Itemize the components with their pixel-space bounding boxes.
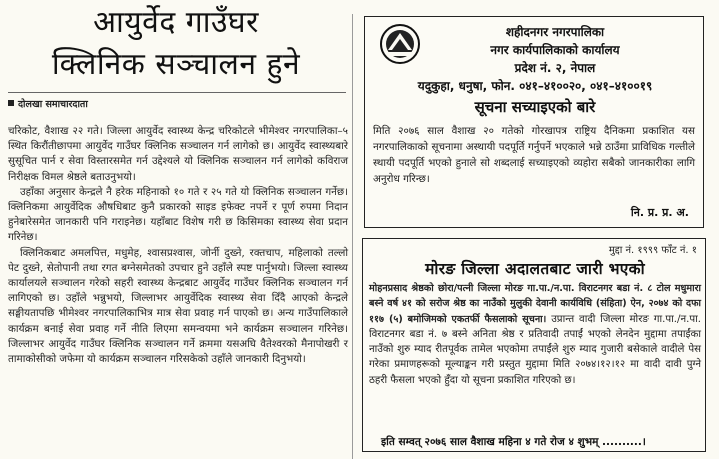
bullet-icon	[8, 100, 14, 106]
notice-title: सूचना सच्याइएको बारे	[474, 98, 596, 116]
article-paragraph-1: चरिकोट, वैशाख २२ गते। जिल्ला आयुर्वेद स्वास्थ्य केन्द्र चरिकोटले भीमेश्वर नगरपालिका–५ स्थित किरौंतीछापमा आयुर्वेद गाउँघर क्लिनिक सञ्चालन गर्न लागेको छ। आयुर्वेद स्वास्थ्यबारे सुसूचित पार्न र सेवा विस्तारसमेत गर्न उद्देश्यले यो क्लिनिक सञ्चालन गर्न लागेको कविराज निरीक्षक विमल श्रेष्ठले बताउनुभयो।	[8, 125, 348, 183]
court-notice	[362, 238, 706, 452]
province-line: प्रदेश नं. २, नेपाल	[514, 61, 596, 75]
court-notice-date: इति सम्वत् २०७६ साल वैशाख महिना ४ गते रोज ४ शुभम् ..........।	[381, 436, 646, 448]
article-headline-line1: आयुर्वेद गाउँघर	[93, 5, 259, 40]
column-divider	[352, 14, 353, 459]
org-name: शहीदनगर नगरपालिका	[505, 25, 605, 39]
court-notice-intro: मोहनप्रसाद श्रेष्ठको छोरा/पत्नी जिल्ला मोरङ गा.पा./न.पा. विराटनगर बडा नं. ८ टोल मधुमारा बस्ने वर्ष ४१ को सरोज श्रेष्ठ का नाउँको मुलुकी देवानी कार्यविधि (संहिता) ऐन, २०७४ को दफा ११७ (५) बमोजिमको एकतर्फी फैसलाको सूचना।	[369, 283, 701, 325]
article-body	[8, 124, 348, 367]
news-article	[0, 0, 352, 459]
case-number: मुद्दा नं. १९९९ फाँट नं. १	[608, 245, 697, 256]
byline-divider	[8, 92, 346, 93]
address-phone: यदुकुहा, धनुषा, फोन. ०४१–४१००२०, ०४१–४१००१९	[417, 79, 653, 93]
article-paragraph-2: उहाँका अनुसार केन्द्रले नै हरेक महिनाको १० गते र २५ गते यो क्लिनिक सञ्चालन गर्नेछ। क्लिनिकमा आयुर्वेदिक औषधिबाट कुनै प्रकारको साइड इफेक्ट नपर्ने र पूर्ण रुपमा निदान हुनेबारेसमेत जानकारी पनि गराइनेछ। यहाँबाट विशेष गरी छ किसिमका स्वास्थ्य सेवा प्रदान गरिनेछ।	[8, 185, 348, 244]
byline-text: दोलखा समाचारदाता	[18, 99, 88, 110]
notice-signoff: नि. प्र. प्र. अ.	[630, 206, 689, 219]
article-byline	[8, 97, 88, 110]
office-name: नगर कार्यपालिकाको कार्यालय	[490, 43, 620, 57]
article-headline-line2: क्लिनिक सञ्चालन हुने	[51, 47, 301, 82]
article-paragraph-3: क्लिनिकबाट अमलपित्त, मधुमेह, श्वासप्रश्वास, जोर्नी दुख्ने, रक्तचाप, महिलाको तल्लो पेट दुख्ने, सेतोपानी तथा रगत बग्नेसमेतको उपचार हुने उहाँले स्पष्ट पार्नुभयो। जिल्ला स्वास्थ्य कार्यालयले सञ्चालन गरेको सहरी स्वास्थ्य केन्द्रबाट आयुर्वेद गाउँघर क्लिनिक सञ्चालन गर्न लागिएको छ। उहाँले भन्नुभयो, जिल्लाभर आयुर्वेदिक स्वास्थ्य सेवा दिँदै आएको केन्द्रले सङ्घीयतापछि भीमेश्वर नगरपालिकाभित्र मात्र सेवा प्रवाह गर्न पाएको छ। अन्य गाउँपालिकाले कार्यक्रम बनाई सेवा प्रवाह गर्ने नीति लिएमा समन्वयमा भने कार्यक्रम सञ्चालन गरिनेछ। जिल्लाभर आयुर्वेद गाउँघर क्लिनिक सञ्चालन गर्ने क्रममा यसअघि वैतेश्वरको मैनापोखरी र तामाकोसीको जफेमा यो कार्यक्रम सञ्चालन गरिसकेको उहाँले जानकारी दिनुभयो।	[8, 246, 348, 366]
court-notice-body	[369, 281, 701, 388]
court-notice-title: मोरङ जिल्ला अदालतबाट जारी भएको	[425, 260, 645, 278]
notice-body: मिति २०७६ साल वैशाख २० गतेको गोरखापत्र राष्ट्रिय दैनिकमा प्रकाशित यस नगरपालिकाको सूचनामा अस्थायी पदपूर्ति गर्नुपर्ने भएकाले भन्ने ठाउँमा प्राविधिक गल्तीले स्थायी पदपूर्ति भएको हुनाले सो शब्दलाई सच्याइएको व्यहोरा सबैको जानकारीका लागि अनुरोध गरिन्छ।	[373, 125, 695, 185]
court-notice-text: उप्रान्त वादी जिल्ला मोरङ गा.पा./न.पा. विराटनगर बडा नं. ७ बस्ने अनिता श्रेष्ठ र प्रतिवादी तपाईं भएको लेनदेन मुद्दामा तपाईंका नाउँको शुरु म्याद रीतपूर्वक तामेल भएकोमा तपाईंले शुरु म्याद गुजारी बसेकाले वादीले पेस गरेका प्रमाणहरूको मूल्याङ्कन गरी प्रस्तुत मुद्दामा मिति २०७४।१२।१२ मा वादी दावी पुग्ने ठहरी फैसला भएको हुँदा यो सूचना प्रकाशित गरिएको छ।	[369, 313, 701, 386]
municipal-notice	[364, 16, 704, 228]
